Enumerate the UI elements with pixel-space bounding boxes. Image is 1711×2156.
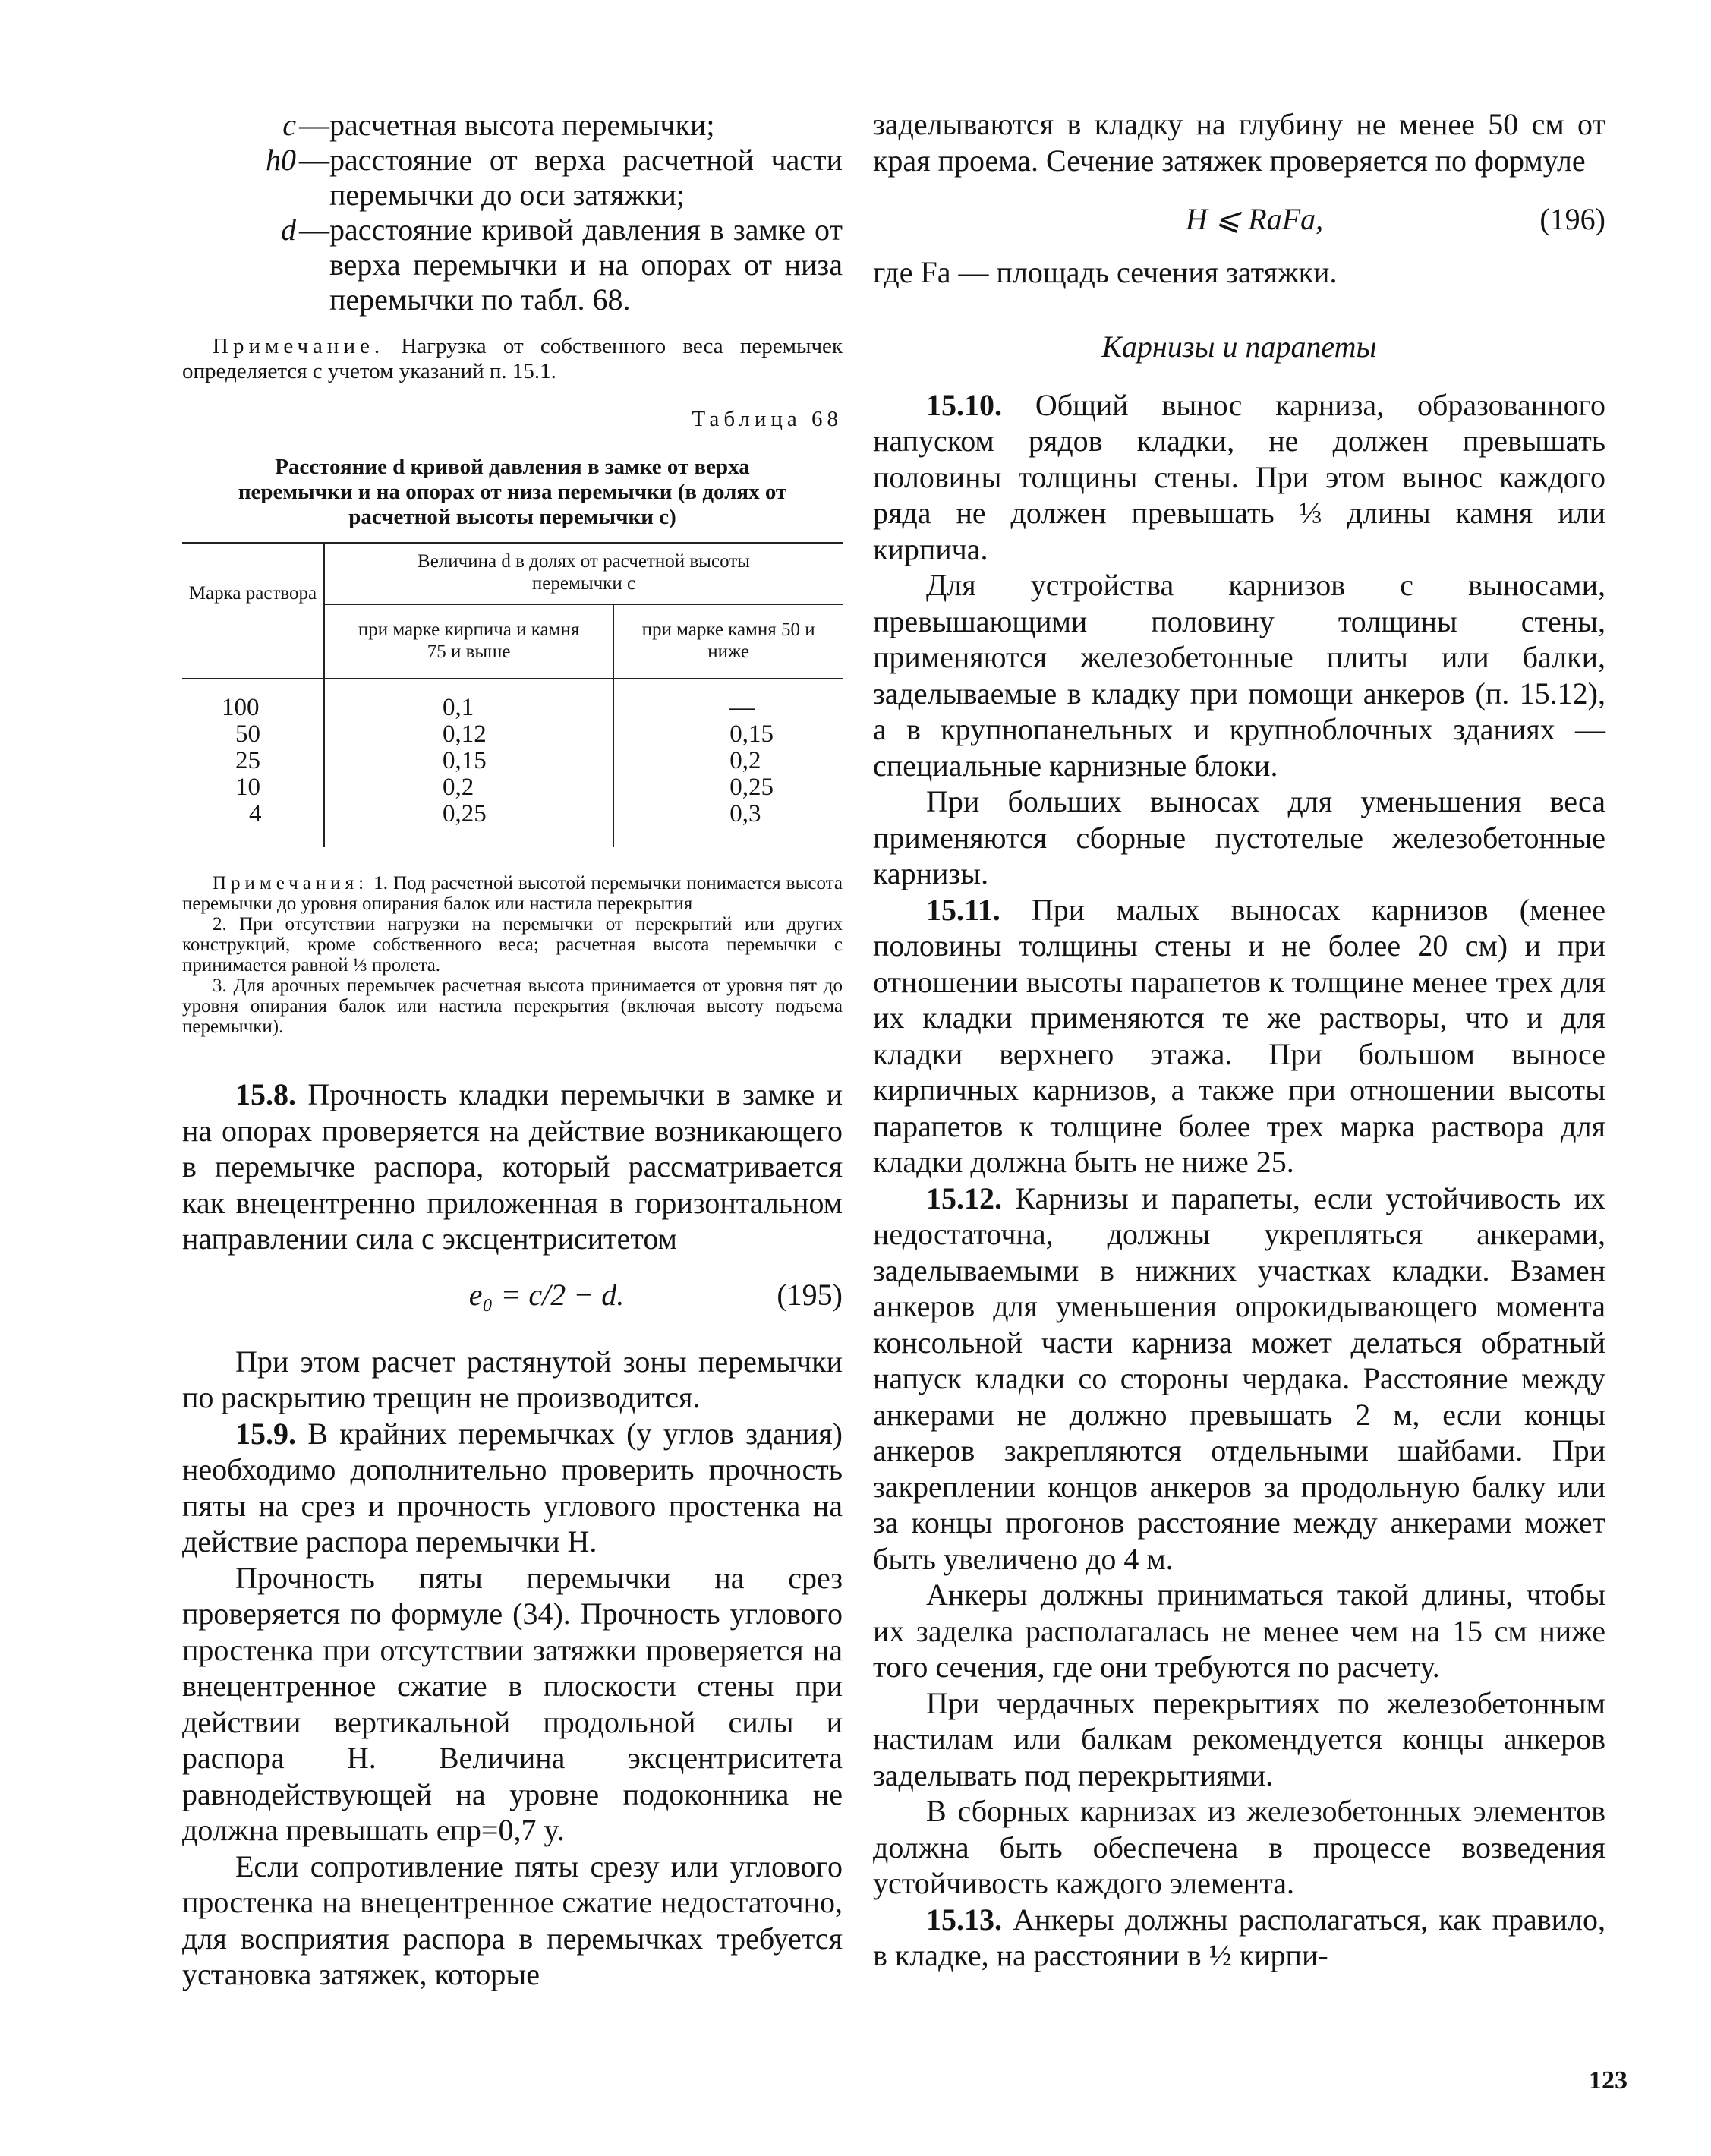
note-label: Примечание.: [213, 334, 385, 358]
note: [182, 334, 843, 384]
table-note: [182, 873, 843, 914]
paragraph-text: При малых выносах карнизов (менее половины толщины стены и не более 20 см) и при отношении высоты парапетов к толщине менее трех для их кладки применяются те же растворы, что и для кладки верхнего этажа. При большом выносе кирпичных карнизов, а также при отношении высоты парапетов к толщине более трех марка раствора для кладки должна быть не ниже 25.: [873, 892, 1605, 1179]
definition-item: [182, 108, 843, 143]
definition-symbol: h0: [266, 143, 296, 177]
table-cell: 0,25: [729, 774, 774, 801]
paragraph: [873, 1902, 1605, 1974]
paragraph-text: Анкеры должны располагаться, как правило, в кладке, на расстоянии в ½ кирпи-: [873, 1902, 1605, 1972]
table-68: [182, 542, 843, 847]
formula-where: где Fа — площадь сечения затяжки.: [873, 255, 1338, 289]
table-label: Таблица 68: [692, 407, 843, 431]
definition-item: [182, 213, 843, 317]
definition-text: расстояние от верха расчетной части перемычки до оси затяжки;: [329, 143, 843, 212]
table-cell: 25: [235, 747, 260, 774]
section-15-13: [873, 1902, 1605, 1974]
paragraph: Если сопротивление пяты срезу или углового простенка на внецентренное сжатие недостаточно, для восприятия распора в перемычках требуется установка затяжек, которые: [182, 1849, 843, 1991]
paragraph-text: Карнизы и парапеты, если устойчивость их недостаточна, должны укрепляться анкерами, заделываемыми в нижних участках кладки. Взамен анкеров для уменьшения опрокидывающего момента консольной части карниза может делаться обратный напуск кладки со стороны чердака. Расстояние между анкерами не должно превышать 2 м, если концы анкеров закрепляются отдельными шайбами. При закреплении концов анкеров за продольную балку или за концы прогонов расстояние между анкерами может быть увеличено до 4 м.: [873, 1180, 1606, 1576]
definitions-list: [182, 0, 843, 317]
table-cell: 0,25: [443, 800, 487, 827]
table-cell: 0,3: [729, 800, 761, 827]
table-cell: 0,1: [443, 694, 474, 721]
paragraph: В сборных карнизах из железобетонных элементов должна быть обеспечена в процессе возведения устойчивость каждого элемента.: [873, 1794, 1605, 1900]
paragraph: Прочность пяты перемычки на срез проверяется по формуле (34). Прочность углового простенка при отсутствии затяжки проверяется на внецентренное сжатие в плоскости стены при действии вертикальной продольной силы и распора H. Величина эксцентриситета равнодействующей на уровне подоконника не должна превышать eпр=0,7 y.: [182, 1560, 843, 1847]
formula-expression: e₀ = c/2 − d.: [468, 1277, 625, 1312]
paragraph-number: 15.13.: [926, 1902, 1002, 1937]
paragraph: [182, 1076, 843, 1257]
paragraph-number: 15.10.: [926, 387, 1002, 422]
table-cell: 0,12: [443, 720, 487, 748]
table-note: 2. При отсутствии нагрузки на перемычки от перекрытий или других конструкций, кроме собственного веса; расчетная высота перемычки c принимается равной ⅓ пролета.: [182, 914, 843, 976]
table-cell: 100: [222, 694, 260, 721]
paragraph: [873, 1180, 1605, 1578]
table-cell: —: [729, 694, 755, 721]
mortar-column: [182, 679, 324, 847]
section-15-10: [873, 387, 1605, 892]
table-header-row: [182, 544, 843, 605]
left-column: [182, 0, 843, 1993]
stone-column: [613, 679, 843, 847]
table-cell: 10: [235, 774, 260, 801]
paragraph-number: 15.11.: [926, 892, 1000, 927]
header-brick: при марке кирпича и камня 75 и выше: [324, 604, 613, 679]
paragraph: При чердачных перекрытиях по железобетонным настилам или балкам рекомендуется концы анкеров заделывать под перекрытиями.: [873, 1685, 1605, 1792]
definition-item: [182, 143, 843, 213]
paragraph-number: 15.9.: [235, 1416, 296, 1451]
paragraph-text: Прочность кладки перемычки в замке и на опорах проверяется на действие возникающего в перемычке распора, который рассматривается как внецентренно приложенная в горизонтальном направлении сила с эксцентриситетом: [182, 1077, 843, 1256]
section-15-9: [182, 1416, 843, 1993]
table-cell: 0,2: [443, 774, 474, 801]
table-body-row: [182, 679, 843, 847]
definition-text: расчетная высота перемычки;: [329, 108, 715, 142]
table-note: 3. Для арочных перемычек расчетная высота принимается от уровня пят до уровня опирания балок или настила перекрытия (включая высоту подъема перемычки).: [182, 976, 843, 1037]
table-note-text: 1. Под расчетной высотой перемычки понимается высота перемычки до уровня опирания балок или настила перекрытия: [182, 873, 843, 914]
table-title: Расстояние d кривой давления в замке от верха перемычки и на опорах от низа перемычки (в долях от расчетной высоты перемычки c): [238, 455, 787, 529]
paragraph: Анкеры должны приниматься такой длины, чтобы их заделка располагалась не менее чем на 15 см ниже того сечения, где они требуются по расчету.: [873, 1578, 1605, 1684]
paragraph-text: Общий вынос карниза, образованного напуском рядов кладки, не должен превышать половины толщины стены. При этом вынос каждого ряда не должен превышать ⅓ длины камня или кирпича.: [873, 387, 1606, 566]
table-cell: 0,2: [729, 747, 761, 774]
definition-dash: —: [299, 213, 329, 247]
formula-expression: H ⩽ RаFа,: [1185, 202, 1324, 236]
formula-number: (195): [777, 1277, 843, 1312]
definition-symbol: d: [281, 213, 296, 247]
section-15-8: [182, 1076, 843, 1416]
paragraph: [182, 1416, 843, 1560]
definition-dash: —: [299, 143, 329, 177]
table-notes-label: Примечания:: [213, 873, 369, 894]
formula-195: [182, 1269, 843, 1333]
paragraph-text: В крайних перемычках (у углов здания) необходимо дополнительно проверить прочность пяты на срез и прочность углового простенка на действие распора перемычки H.: [182, 1416, 843, 1559]
table-cell: 50: [235, 720, 260, 748]
note-text: Нагрузка от собственного веса перемычек определяется с учетом указаний п. 15.1.: [182, 334, 843, 383]
page-number: 123: [1589, 2066, 1627, 2095]
paragraph: Для устройства карнизов с выносами, превышающими половину толщины стены, применяются железобетонные плиты или балки, заделываемые в кладку при помощи анкеров (п. 15.12), а в крупнопанельных и крупноблочных зданиях — специальные карнизные блоки.: [873, 568, 1605, 783]
section-15-12: [873, 1180, 1605, 1902]
table-notes: [182, 873, 843, 1037]
definition-symbol: c: [282, 108, 296, 142]
definition-text: расстояние кривой давления в замке от верха перемычки и на опорах от низа перемычки по табл. 68.: [329, 213, 843, 317]
definition-dash: —: [299, 108, 329, 142]
paragraph-continued: заделываются в кладку на глубину не менее 50 см от края проема. Сечение затяжек проверяется по формуле: [873, 107, 1605, 178]
table-cell: 0,15: [729, 720, 774, 748]
formula-196: [873, 194, 1605, 247]
paragraph-number: 15.12.: [926, 1180, 1002, 1215]
table-cell: 4: [249, 800, 262, 827]
header-group: Величина d в долях от расчетной высоты перемычки c: [324, 544, 843, 605]
formula-number: (196): [1539, 202, 1605, 236]
brick-column: [324, 679, 613, 847]
header-stone: при марке камня 50 и ниже: [613, 604, 843, 679]
paragraph-number: 15.8.: [235, 1077, 296, 1111]
header-mortar: Марка раствора: [182, 544, 324, 679]
paragraph: [873, 387, 1605, 568]
paragraph: [873, 892, 1605, 1180]
section-15-11: [873, 892, 1605, 1180]
right-column: [873, 0, 1605, 1974]
paragraph: При этом расчет растянутой зоны перемычки по раскрытию трещин не производится.: [182, 1344, 843, 1414]
paragraph: При больших выносах для уменьшения веса применяются сборные пустотелые железобетонные карнизы.: [873, 784, 1605, 890]
section-heading: Карнизы и парапеты: [1101, 329, 1377, 364]
table-cell: 0,15: [443, 747, 487, 774]
